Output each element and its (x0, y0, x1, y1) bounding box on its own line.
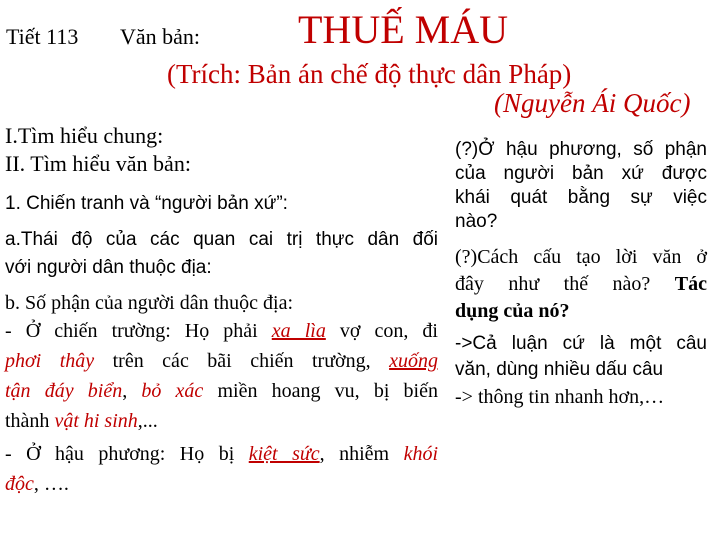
point-a-line-1: a.Thái độ của các quan cai trị thực dân đối (5, 229, 438, 250)
battlefield-line-1: - Ở chiến trường: Họ phải xa lìa vợ con, đi (5, 320, 438, 342)
question-2-line-1: (?)Cách cấu tạo lời văn ở (455, 246, 707, 268)
home-front-line-1: - Ở hậu phương: Họ bị kiệt sức, nhiễm khói (5, 443, 438, 465)
page-title: THUẾ MÁU (298, 7, 508, 52)
question-2-line-3: dụng của nó? (455, 300, 570, 322)
question-1-line-2: của người bản xứ được (455, 163, 707, 184)
subsection-1-heading: 1. Chiến tranh và “người bản xứ”: (5, 193, 288, 214)
text-label: Văn bản: (120, 24, 201, 49)
answer-line-3: -> thông tin nhanh hơn,… (455, 386, 665, 408)
question-2-line-2: đây như thế nào? Tác (455, 273, 707, 295)
point-a-line-2: với người dân thuộc địa: (5, 257, 212, 278)
keyword: xuống (389, 350, 438, 372)
question-1-line-1: (?)Ở hậu phương, số phận (455, 139, 707, 160)
battlefield-line-3: tận đáy biển, bỏ xác miền hoang vu, bị biến (5, 380, 438, 402)
question-1-line-3: khái quát bằng sự việc (455, 187, 707, 208)
answer-line-1: ->Cả luận cứ là một câu (455, 333, 707, 354)
lesson-number: Tiết 113 (6, 24, 79, 49)
author: (Nguyễn Ái Quốc) (494, 88, 691, 118)
excerpt-source: (Trích: Bản án chế độ thực dân Pháp) (167, 59, 572, 89)
home-front-line-2: độc, …. (5, 473, 69, 495)
answer-line-2: văn, dùng nhiều dấu câu (455, 359, 664, 380)
keyword: vật hi sinh (54, 410, 138, 432)
keyword: tận đáy biển (5, 380, 123, 402)
keyword: kiệt sức (248, 443, 320, 465)
keyword: phơi thây (5, 350, 95, 372)
keyword: bỏ xác (141, 380, 204, 402)
battlefield-line-2: phơi thây trên các bãi chiến trường, xuống (5, 350, 438, 372)
battlefield-line-4: thành vật hi sinh,... (5, 410, 158, 432)
point-b-heading: b. Số phận của người dân thuộc địa: (5, 292, 294, 314)
keyword: xa lìa (271, 320, 326, 342)
section-2-heading: II. Tìm hiểu văn bản: (5, 151, 191, 176)
question-1-line-4: nào? (455, 211, 498, 232)
section-1-heading: I.Tìm hiểu chung: (5, 123, 164, 148)
keyword: khói (403, 443, 438, 465)
keyword: độc (5, 473, 34, 495)
